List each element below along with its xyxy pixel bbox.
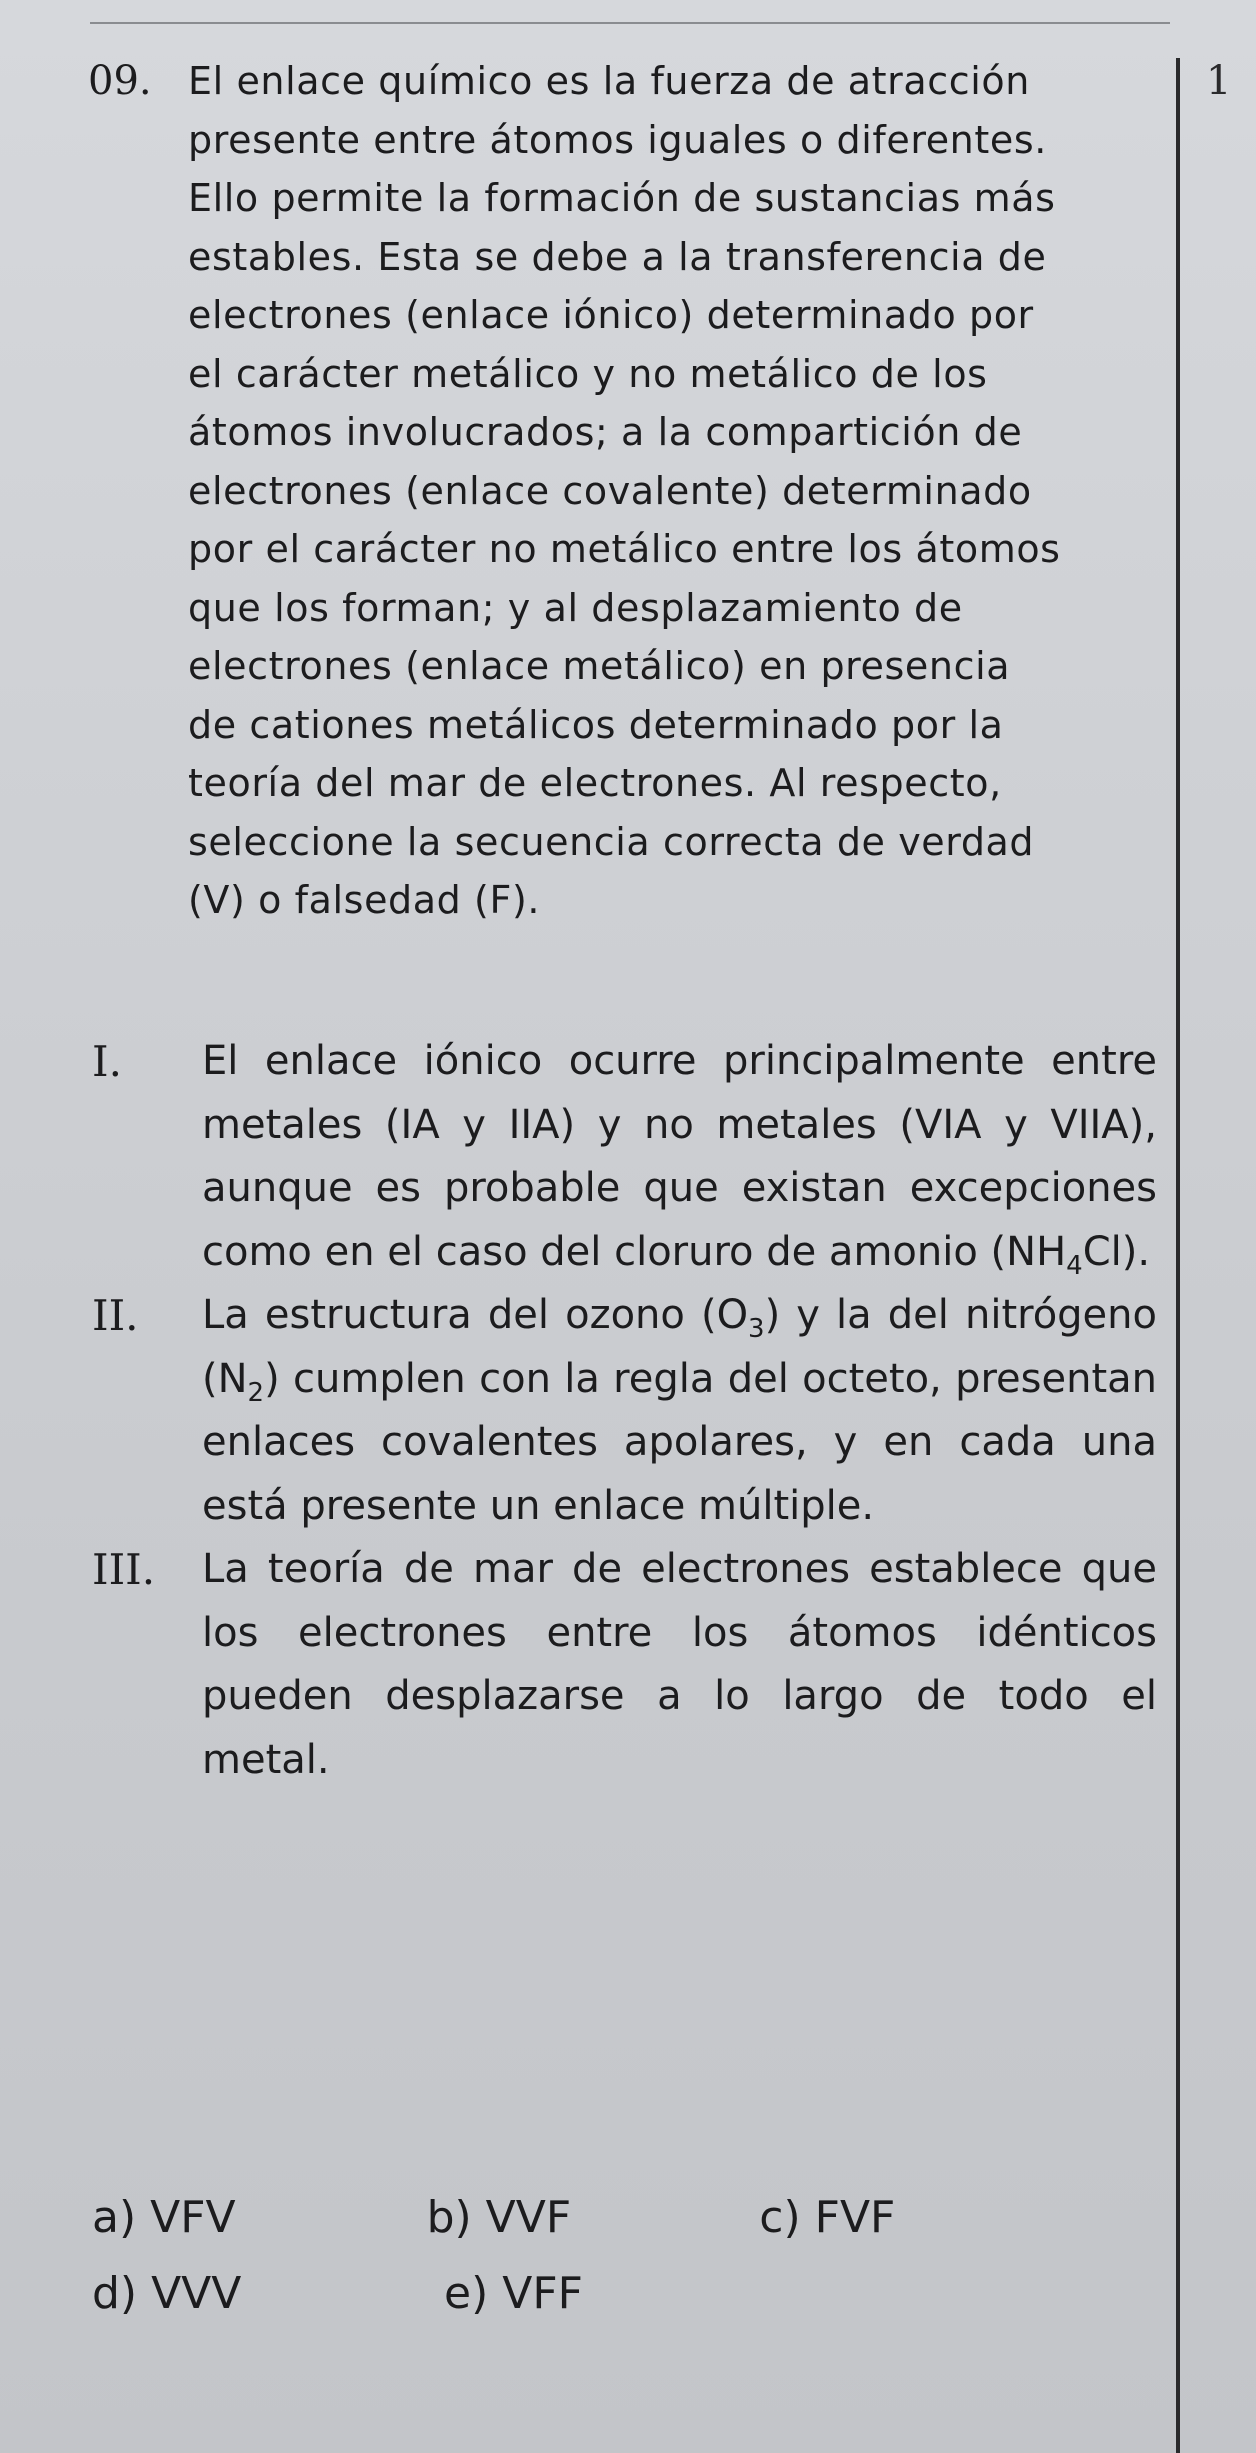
- stem-line: (V) o falsedad (F).: [188, 878, 541, 922]
- question-stem: [188, 52, 1152, 930]
- statement-numeral: I.: [92, 1037, 122, 1086]
- statement-i: [92, 1030, 1157, 1284]
- statement-text: El enlace iónico ocurre principalmente entre metales (IA y IIA) y no metales (VIA y VIIA), aunque es probable que existan excepciones como en el caso del cloruro de amonio $(NH_4Cl)$.: [202, 1038, 1157, 1281]
- stem-line: electrones (enlace metálico) en presencia: [188, 644, 1011, 688]
- subscript: 4: [1066, 1250, 1083, 1281]
- options-row: [92, 2256, 1092, 2332]
- stem-line: por el carácter no metálico entre los átomos: [188, 527, 1061, 571]
- stem-line: presente entre átomos iguales o diferentes.: [188, 117, 1047, 162]
- option-e[interactable]: e) VFF: [444, 2268, 583, 2319]
- statements-list: [92, 1030, 1157, 1792]
- stem-line: que los forman; y al desplazamiento de: [188, 585, 963, 630]
- options-row: [92, 2180, 1092, 2256]
- subscript: 2: [247, 1377, 265, 1408]
- statement-numeral: II.: [92, 1291, 139, 1340]
- stem-line: El enlace químico es la fuerza de atracción: [188, 59, 1030, 103]
- question-block: [82, 52, 1152, 930]
- stem-line: Ello permite la formación de sustancias más: [188, 176, 1056, 220]
- option-a[interactable]: a) VFV: [92, 2192, 236, 2243]
- option-d[interactable]: d) VVV: [92, 2268, 242, 2319]
- column-divider: [1176, 58, 1180, 2453]
- stem-line: seleccione la secuencia correcta de verdad: [188, 819, 1035, 864]
- question-number: 09.: [88, 58, 152, 104]
- question-header: [82, 52, 1152, 930]
- top-rule: [90, 22, 1170, 24]
- stem-line: electrones (enlace iónico) determinado por: [188, 293, 1034, 337]
- stem-line: el carácter metálico y no metálico de los: [188, 351, 988, 396]
- option-c[interactable]: c) FVF: [759, 2192, 896, 2243]
- page-number: 1: [1206, 58, 1232, 104]
- subscript: 3: [748, 1314, 765, 1344]
- stem-line: estables. Esta se debe a la transferencia de: [188, 234, 1047, 279]
- option-b[interactable]: b) VVF: [426, 2192, 572, 2243]
- stem-line: electrones (enlace covalente) determinado: [188, 468, 1032, 513]
- stem-line: de cationes metálicos determinado por la: [188, 702, 1004, 747]
- statement-ii: [92, 1284, 1157, 1538]
- stem-line: átomos involucrados; a la compartición de: [188, 410, 1023, 454]
- statement-iii: [92, 1538, 1157, 1792]
- statement-text: La teoría de mar de electrones establece que los electrones entre los átomos idénticos pueden desplazarse a lo largo de todo el metal.: [202, 1546, 1157, 1783]
- statement-numeral: III.: [92, 1545, 156, 1594]
- answer-options: [92, 2180, 1092, 2332]
- stem-line: teoría del mar de electrones. Al respecto,: [188, 761, 1002, 805]
- statement-text: La estructura del ozono $(O_3)$ y la del nitrógeno $(N_2)$ cumplen con la regla del octeto, presentan enlaces covalentes apolares, y en cada una está presente un enlace múltiple.: [202, 1292, 1157, 1529]
